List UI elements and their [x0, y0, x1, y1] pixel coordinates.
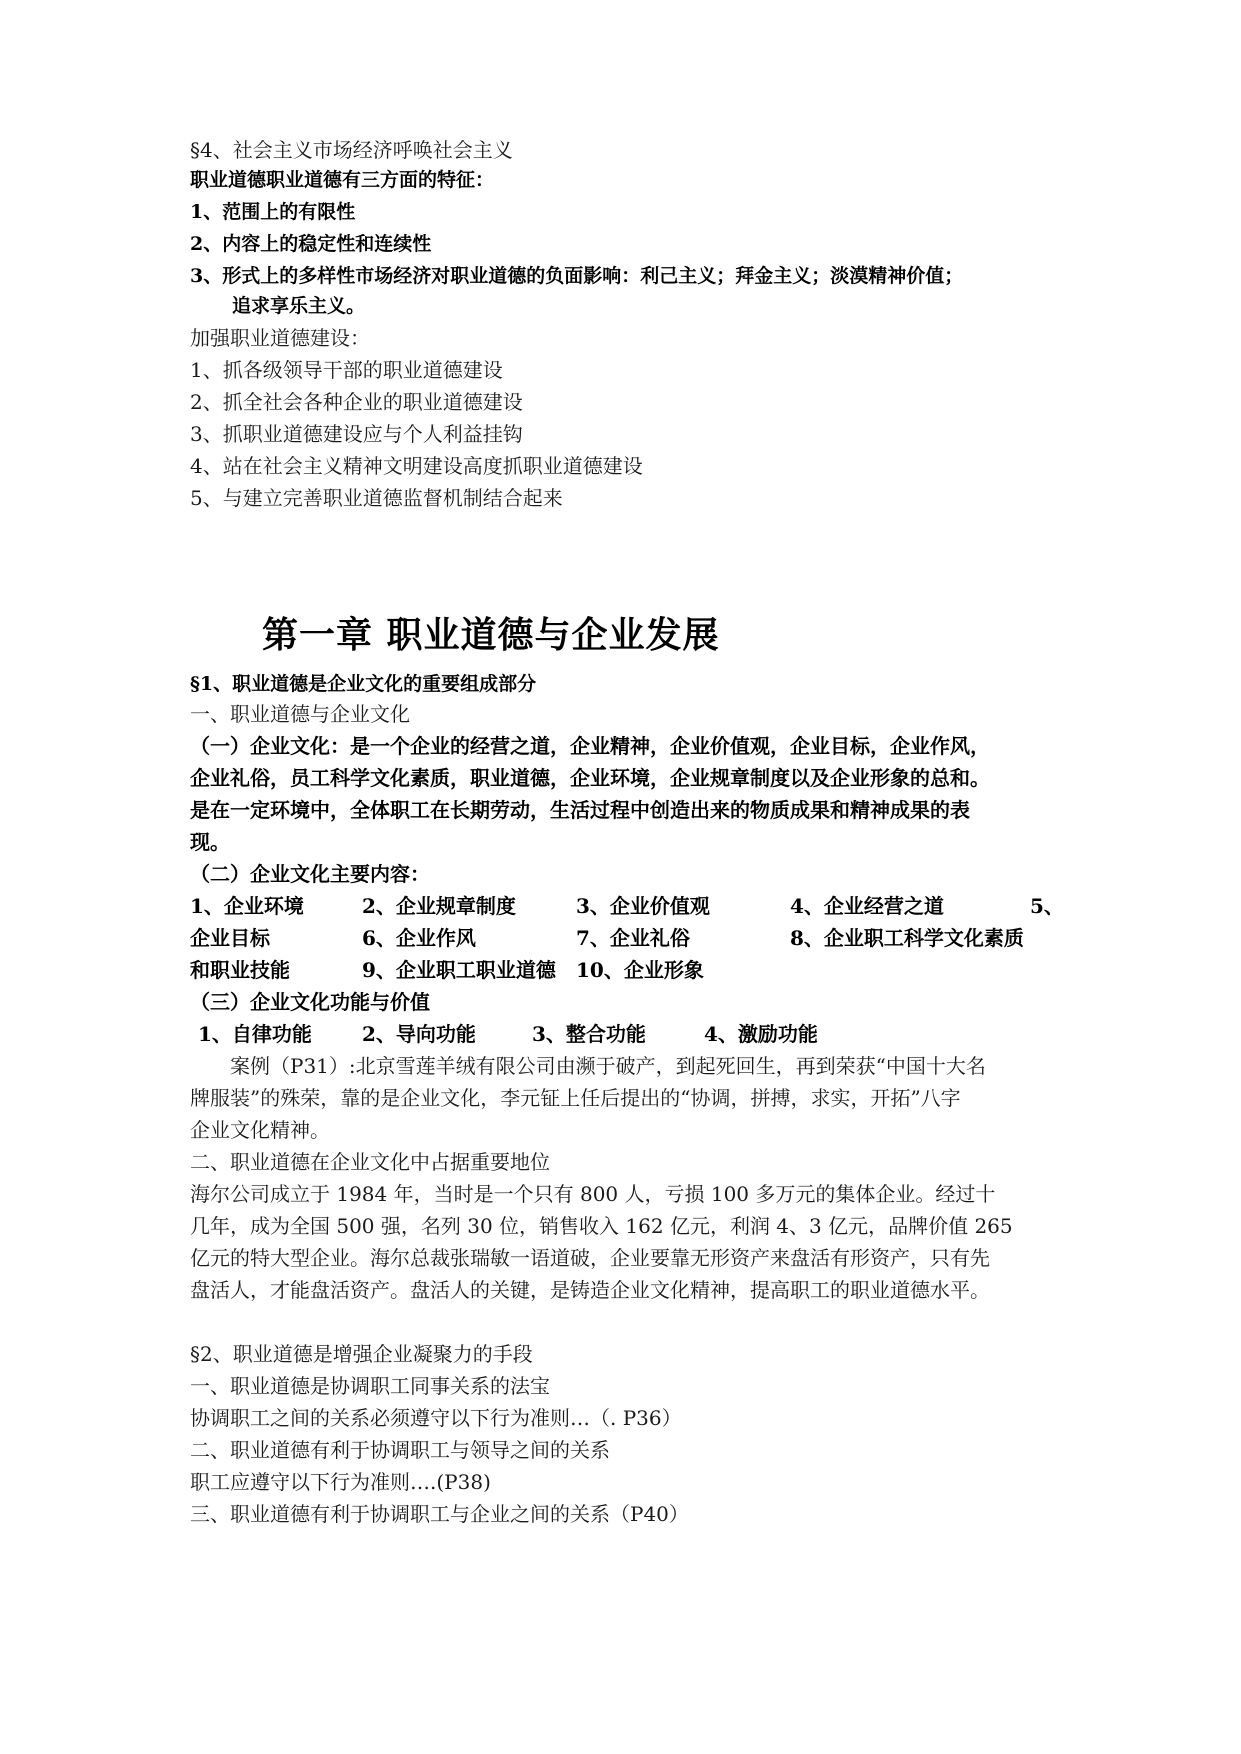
definition-line-3: 是在一定环境中，全体职工在长期劳动，生活过程中创造出来的物质成果和精神成果的表 — [190, 798, 970, 822]
case-line-3: 企业文化精神。 — [190, 1118, 330, 1142]
function-item: 2、导向功能 — [362, 1022, 476, 1046]
contents-cell: 和职业技能 — [190, 958, 290, 982]
contents-cell: 4、企业经营之道 — [790, 894, 944, 918]
function-item: 3、整合功能 — [532, 1022, 646, 1046]
strengthen-title: 加强职业道德建设： — [190, 326, 370, 350]
contents-cell: 8、企业职工科学文化素质 — [790, 926, 1024, 950]
function-item: 4、激励功能 — [704, 1022, 818, 1046]
section-4-heading: §4、社会主义市场经济呼唤社会主义 — [190, 138, 513, 162]
contents-row-2 — [190, 924, 1070, 952]
contents-cell: 6、企业作风 — [362, 926, 476, 950]
contents-cell: 10、企业形象 — [576, 958, 704, 982]
contents-cell: 9、企业职工职业道德 — [362, 958, 556, 982]
haier-line-3: 亿元的特大型企业。海尔总裁张瑞敏一语道破，企业要靠无形资产来盘活有形资产，只有先 — [190, 1246, 990, 1270]
s2-item-2: 协调职工之间的关系必须遵守以下行为准则…（. P36） — [190, 1406, 682, 1430]
contents-cell: 2、企业规章制度 — [362, 894, 516, 918]
contents-row-1 — [190, 892, 1070, 920]
haier-line-4: 盘活人，才能盘活资产。盘活人的关键，是铸造企业文化精神，提高职工的职业道德水平。 — [190, 1278, 990, 1302]
feature-item-1: 1、范围上的有限性 — [190, 201, 356, 223]
strengthen-item-3: 3、抓职业道德建设应与个人利益挂钩 — [190, 422, 523, 446]
chapter-title: 第一章 职业道德与企业发展 — [262, 614, 720, 656]
contents-cell: 7、企业礼俗 — [576, 926, 690, 950]
contents-row-3 — [190, 956, 1070, 984]
contents-cell: 5、 — [1030, 894, 1064, 918]
feature-item-3: 3、形式上的多样性市场经济对职业道德的负面影响：利己主义；拜金主义；淡漠精神价值； — [190, 265, 964, 287]
contents-cell: 企业目标 — [190, 926, 270, 950]
functions-title: （三）企业文化功能与价值 — [190, 990, 430, 1014]
haier-line-1: 海尔公司成立于 1984 年，当时是一个只有 800 人，亏损 100 多万元的集体企业。经过十 — [190, 1182, 996, 1206]
definition-line-4: 现。 — [190, 830, 230, 854]
contents-title: （二）企业文化主要内容： — [190, 862, 430, 886]
contents-cell: 3、企业价值观 — [576, 894, 710, 918]
strengthen-item-4: 4、站在社会主义精神文明建设高度抓职业道德建设 — [190, 454, 643, 478]
function-item: 1、自律功能 — [198, 1022, 312, 1046]
feature-item-2: 2、内容上的稳定性和连续性 — [190, 233, 432, 255]
strengthen-item-1: 1、抓各级领导干部的职业道德建设 — [190, 358, 503, 382]
case-line-2: 牌服装”的殊荣，靠的是企业文化，李元钲上任后提出的“协调，拼搏，求实，开拓”八字 — [190, 1086, 961, 1110]
section-2-heading: §2、职业道德是增强企业凝聚力的手段 — [190, 1342, 533, 1366]
feature-item-3-continuation: 追求享乐主义。 — [232, 295, 366, 317]
part-2-title: 二、职业道德在企业文化中占据重要地位 — [190, 1150, 550, 1174]
section-1-heading: §1、职业道德是企业文化的重要组成部分 — [190, 673, 537, 695]
functions-row — [190, 1020, 1070, 1048]
s2-item-5: 三、职业道德有利于协调职工与企业之间的关系（P40） — [190, 1502, 689, 1526]
contents-cell: 1、企业环境 — [190, 894, 304, 918]
strengthen-item-2: 2、抓全社会各种企业的职业道德建设 — [190, 390, 523, 414]
definition-line-2: 企业礼俗，员工科学文化素质，职业道德，企业环境，企业规章制度以及企业形象的总和。 — [190, 766, 990, 790]
haier-line-2: 几年，成为全国 500 强，名列 30 位，销售收入 162 亿元，利润 4、3 亿元，品牌价值 265 — [190, 1214, 1013, 1238]
definition-line-1: （一）企业文化：是一个企业的经营之道，企业精神，企业价值观，企业目标，企业作风， — [190, 734, 990, 758]
case-line-1: 案例（P31）:北京雪莲羊绒有限公司由濒于破产，到起死回生，再到荣获“中国十大名 — [230, 1054, 986, 1078]
s2-item-1: 一、职业道德是协调职工同事关系的法宝 — [190, 1374, 550, 1398]
features-subheading: 职业道德职业道德有三方面的特征： — [190, 169, 495, 191]
part-1-title: 一、职业道德与企业文化 — [190, 702, 410, 726]
s2-item-3: 二、职业道德有利于协调职工与领导之间的关系 — [190, 1438, 610, 1462]
s2-item-4: 职工应遵守以下行为准则….(P38) — [190, 1470, 491, 1494]
strengthen-item-5: 5、与建立完善职业道德监督机制结合起来 — [190, 486, 563, 510]
